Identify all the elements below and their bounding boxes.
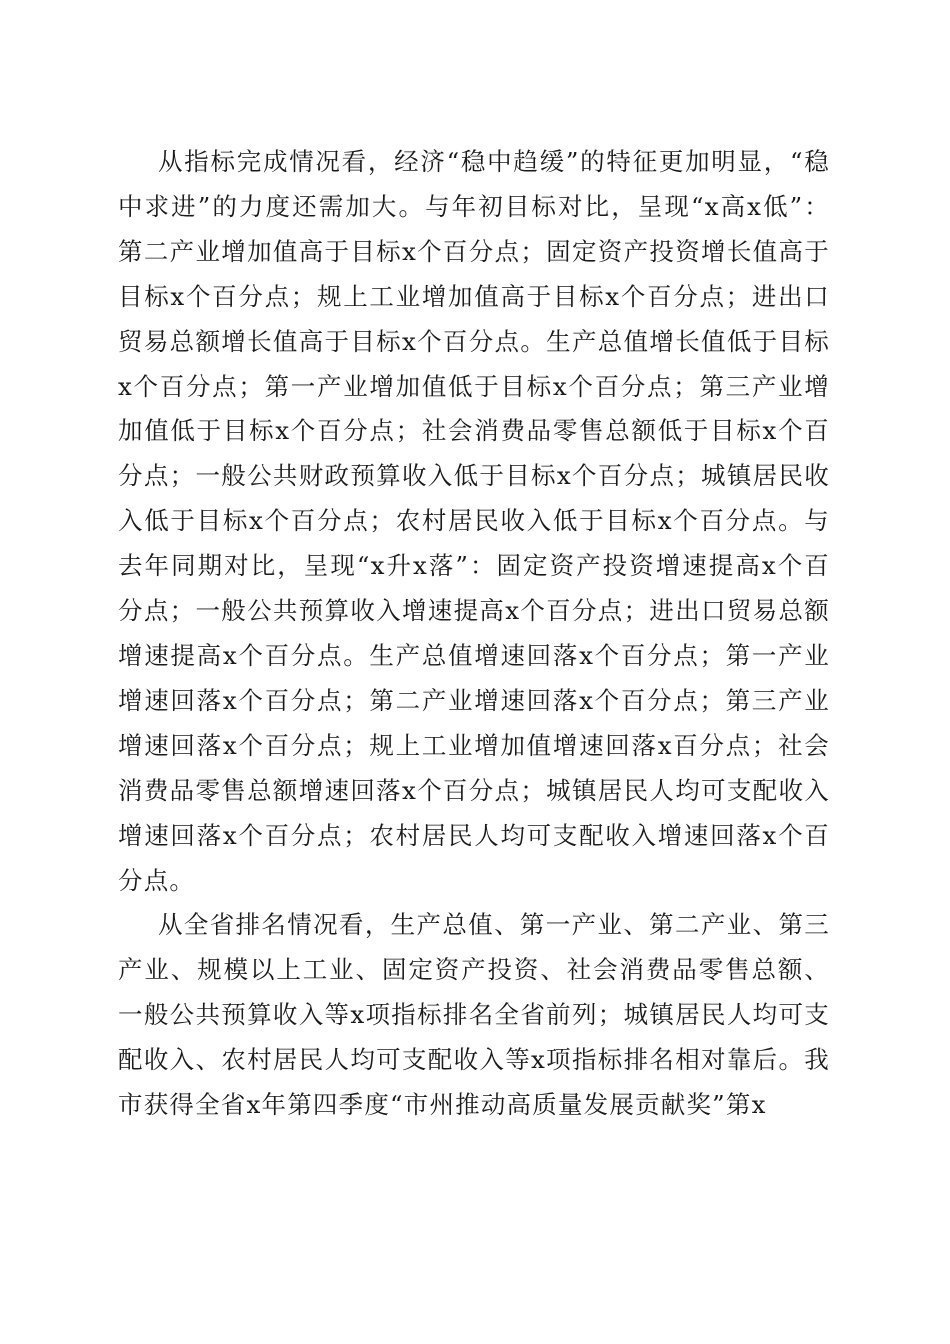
paragraph-indicator-completion: 从指标完成情况看，经济“稳中趋缓”的特征更加明显，“稳中求进”的力度还需加大。与年初目标对比，呈现“x高x低”：第二产业增加值高于目标x个百分点；固定资产投资增长值高于目标x个百分点；规上工业增加值高于目标x个百分点；进出口贸易总额增长值高于目标x个百分点。生产总值增长值低于目标x个百分点；第一产业增加值低于目标x个百分点；第三产业增加值低于目标x个百分点；社会消费品零售总额低于目标x个百分点；一般公共财政预算收入低于目标x个百分点；城镇居民收入低于目标x个百分点；农村居民收入低于目标x个百分点。与去年同期对比，呈现“x升x落”：固定资产投资增速提高x个百分点；一般公共预算收入增速提高x个百分点；进出口贸易总额增速提高x个百分点。生产总值增速回落x个百分点；第一产业增速回落x个百分点；第二产业增速回落x个百分点；第三产业增速回落x个百分点；规上工业增加值增速回落x百分点；社会消费品零售总额增速回落x个百分点；城镇居民人均可支配收入增速回落x个百分点；农村居民人均可支配收入增速回落x个百分点。	[118, 147, 830, 895]
paragraph-province-ranking: 从全省排名情况看，生产总值、第一产业、第二产业、第三产业、规模以上工业、固定资产投资、社会消费品零售总额、一般公共预算收入等x项指标排名全省前列；城镇居民人均可支配收入、农村居民人均可支配收入等x项指标排名相对靠后。我市获得全省x年第四季度“市州推动高质量发展贡献奖”第x	[118, 910, 830, 1120]
document-body	[118, 140, 830, 1128]
